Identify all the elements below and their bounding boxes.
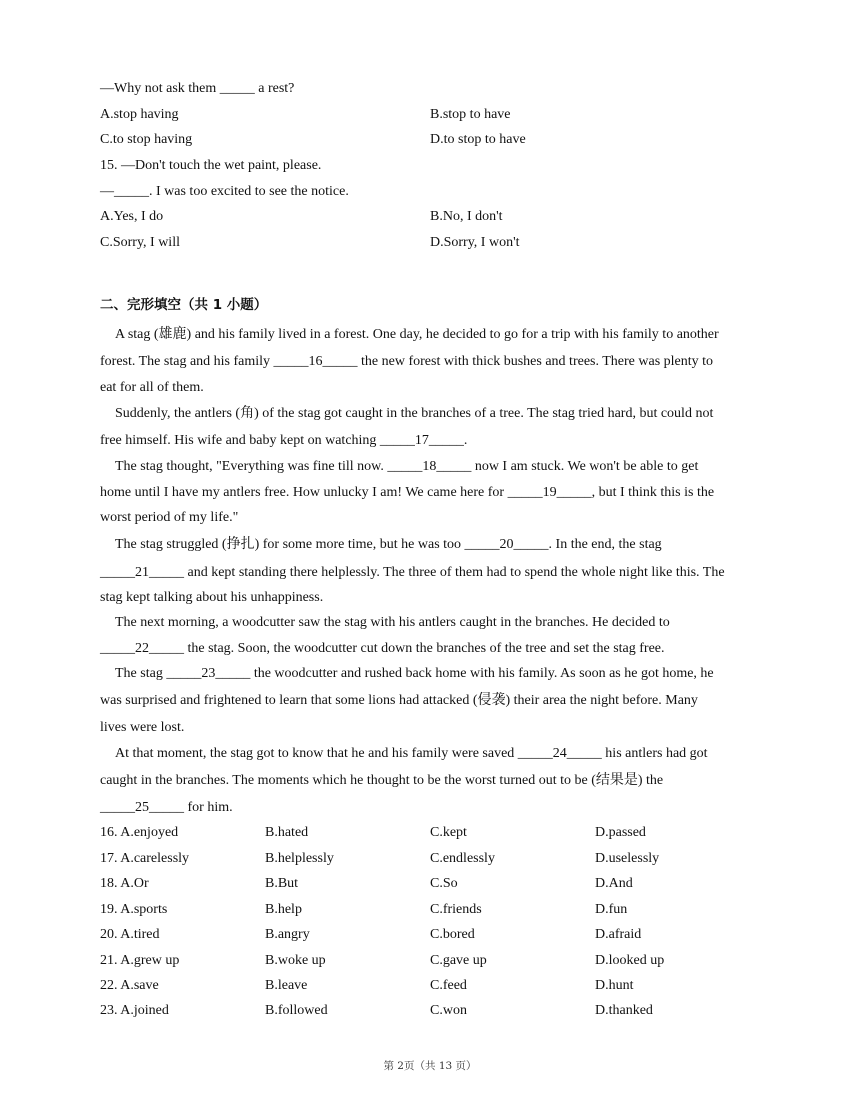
option-d: D.thanked [595,1003,653,1018]
passage-line: At that moment, the stag got to know that he and his family were saved _____24_____ his antlers had got [115,746,708,761]
passage-line: A stag (雄鹿) and his family lived in a forest. One day, he decided to go for a trip with his family to another [115,327,719,342]
passage-line: was surprised and frightened to learn that some lions had attacked (侵袭) their area the night before. Many [100,693,698,708]
passage-line: eat for all of them. [100,380,204,395]
option-row-17 [100,850,800,868]
option-d: D.fun [595,902,628,917]
option-c: C.endlessly [430,851,495,866]
q14-option-a: A.stop having [100,107,179,122]
option-c: C.bored [430,927,475,942]
option-row-22 [100,977,800,995]
passage-line: The stag struggled (挣扎) for some more time, but he was too _____20_____. In the end, the stag [115,537,662,552]
passage-line: home until I have my antlers free. How unlucky I am! We came here for _____19_____, but I think this is the [100,485,715,500]
passage-line: The stag _____23_____ the woodcutter and rushed back home with his family. As soon as he got home, he [115,666,714,681]
passage-line: lives were lost. [100,720,185,735]
option-d: D.And [595,876,633,891]
passage-line: _____25_____ for him. [100,800,233,815]
option-d: D.looked up [595,953,665,968]
option-a: 23. A.joined [100,1003,169,1018]
q15-reply: —_____. I was too excited to see the notice. [100,184,349,199]
option-a: 17. A.carelessly [100,851,190,866]
option-a: 22. A.save [100,978,159,993]
passage-line: worst period of my life." [100,510,239,525]
q15-option-d: D.Sorry, I won't [430,235,520,250]
option-b: B.woke up [265,953,326,968]
section-heading: 二、完形填空（共 1 小题） [100,297,268,313]
option-a: 20. A.tired [100,927,160,942]
passage-line: _____21_____ and kept standing there helplessly. The three of them had to spend the whole night like this. The [100,565,725,580]
option-a: 18. A.Or [100,876,149,891]
q14-option-d: D.to stop to have [430,132,526,147]
option-b: B.leave [265,978,308,993]
passage-line: Suddenly, the antlers (角) of the stag got caught in the branches of a tree. The stag tried hard, but could not [115,406,714,421]
option-d: D.passed [595,825,646,840]
option-a: 16. A.enjoyed [100,825,179,840]
option-d: D.afraid [595,927,642,942]
q15-option-b: B.No, I don't [430,209,503,224]
option-a: 19. A.sports [100,902,168,917]
passage-line: The next morning, a woodcutter saw the stag with his antlers caught in the branches. He decided to [115,615,670,630]
option-c: C.feed [430,978,467,993]
option-row-19 [100,901,800,919]
q15-option-c: C.Sorry, I will [100,235,180,250]
passage-line: forest. The stag and his family _____16_____ the new forest with thick bushes and trees. There was plenty to [100,354,714,369]
page-footer: 第 2页（共 13 页） [383,1060,477,1072]
q14-option-c: C.to stop having [100,132,193,147]
option-b: B.But [265,876,299,891]
q14-option-b: B.stop to have [430,107,511,122]
passage-line: free himself. His wife and baby kept on watching _____17_____. [100,433,468,448]
option-d: D.uselessly [595,851,660,866]
option-row-20 [100,926,800,944]
q15-option-a: A.Yes, I do [100,209,164,224]
option-c: C.friends [430,902,482,917]
q14-prompt: —Why not ask them _____ a rest? [100,81,295,96]
option-row-21 [100,952,800,970]
passage-line: caught in the branches. The moments which he thought to be the worst turned out to be (结果是) the [100,773,664,788]
option-b: B.help [265,902,302,917]
option-c: C.won [430,1003,467,1018]
passage-line: The stag thought, "Everything was fine till now. _____18_____ now I am stuck. We won't be able to get [115,459,699,474]
option-c: C.gave up [430,953,487,968]
option-b: B.followed [265,1003,328,1018]
option-b: B.angry [265,927,310,942]
option-d: D.hunt [595,978,634,993]
passage-line: stag kept talking about his unhappiness. [100,590,324,605]
option-row-23 [100,1002,800,1020]
option-b: B.helplessly [265,851,334,866]
option-c: C.So [430,876,458,891]
option-a: 21. A.grew up [100,953,180,968]
passage-line: _____22_____ the stag. Soon, the woodcutter cut down the branches of the tree and set the stag free. [100,641,665,656]
option-row-16 [100,824,800,842]
option-c: C.kept [430,825,467,840]
option-row-18 [100,875,800,893]
q15-prompt: 15. —Don't touch the wet paint, please. [100,158,322,173]
option-b: B.hated [265,825,309,840]
